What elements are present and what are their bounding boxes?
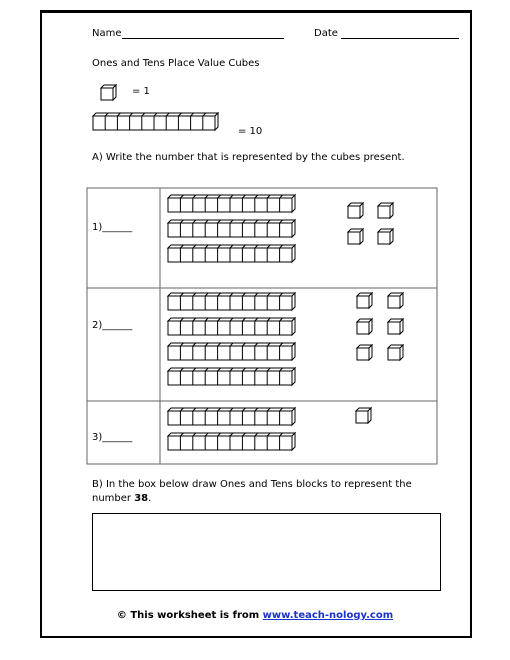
row-3-ten-rod [168, 433, 295, 450]
row-1-ten-rod [168, 245, 295, 262]
footer-link[interactable]: www.teach-nology.com [262, 610, 394, 621]
row-1-ten-rod [168, 195, 295, 212]
legend-ten-rod [93, 113, 218, 130]
target-number: 38 [134, 493, 149, 504]
row-3-one-cube [356, 408, 371, 423]
row-2-ten-rod [168, 293, 295, 310]
row-2-one-cube [357, 293, 372, 308]
row-2-one-cube [388, 319, 403, 334]
row-2-one-cube [388, 293, 403, 308]
one-cube-value: = 1 [132, 86, 150, 97]
row-3-answer-blank[interactable]: 3)______ [92, 432, 133, 443]
row-2-one-cube [357, 319, 372, 334]
row-2-one-cube [388, 345, 403, 360]
footer-credit: © This worksheet is from www.teach-nology.com [116, 610, 394, 621]
section-b-instruction: B) In the box below draw Ones and Tens blocks to represent the number 38. [92, 479, 412, 504]
row-2-ten-rod [168, 368, 295, 385]
name-label: Name [92, 28, 122, 39]
worksheet-title: Ones and Tens Place Value Cubes [92, 58, 260, 69]
row-1-one-cube [378, 229, 393, 244]
row-1-one-cube [378, 203, 393, 218]
row-1-ten-rod [168, 220, 295, 237]
row-1-one-cube [348, 203, 363, 218]
date-label: Date [314, 28, 338, 39]
ten-rod-value: = 10 [238, 126, 263, 137]
section-a-instruction: A) Write the number that is represented by the cubes present. [92, 152, 405, 163]
legend-one-cube [101, 85, 116, 100]
row-3-ten-rod [168, 408, 295, 425]
row-2-ten-rod [168, 318, 295, 335]
row-1-answer-blank[interactable]: 1)______ [92, 222, 133, 233]
row-1-one-cube [348, 229, 363, 244]
row-2-one-cube [357, 345, 372, 360]
row-2-ten-rod [168, 343, 295, 360]
row-2-answer-blank[interactable]: 2)______ [92, 320, 133, 331]
